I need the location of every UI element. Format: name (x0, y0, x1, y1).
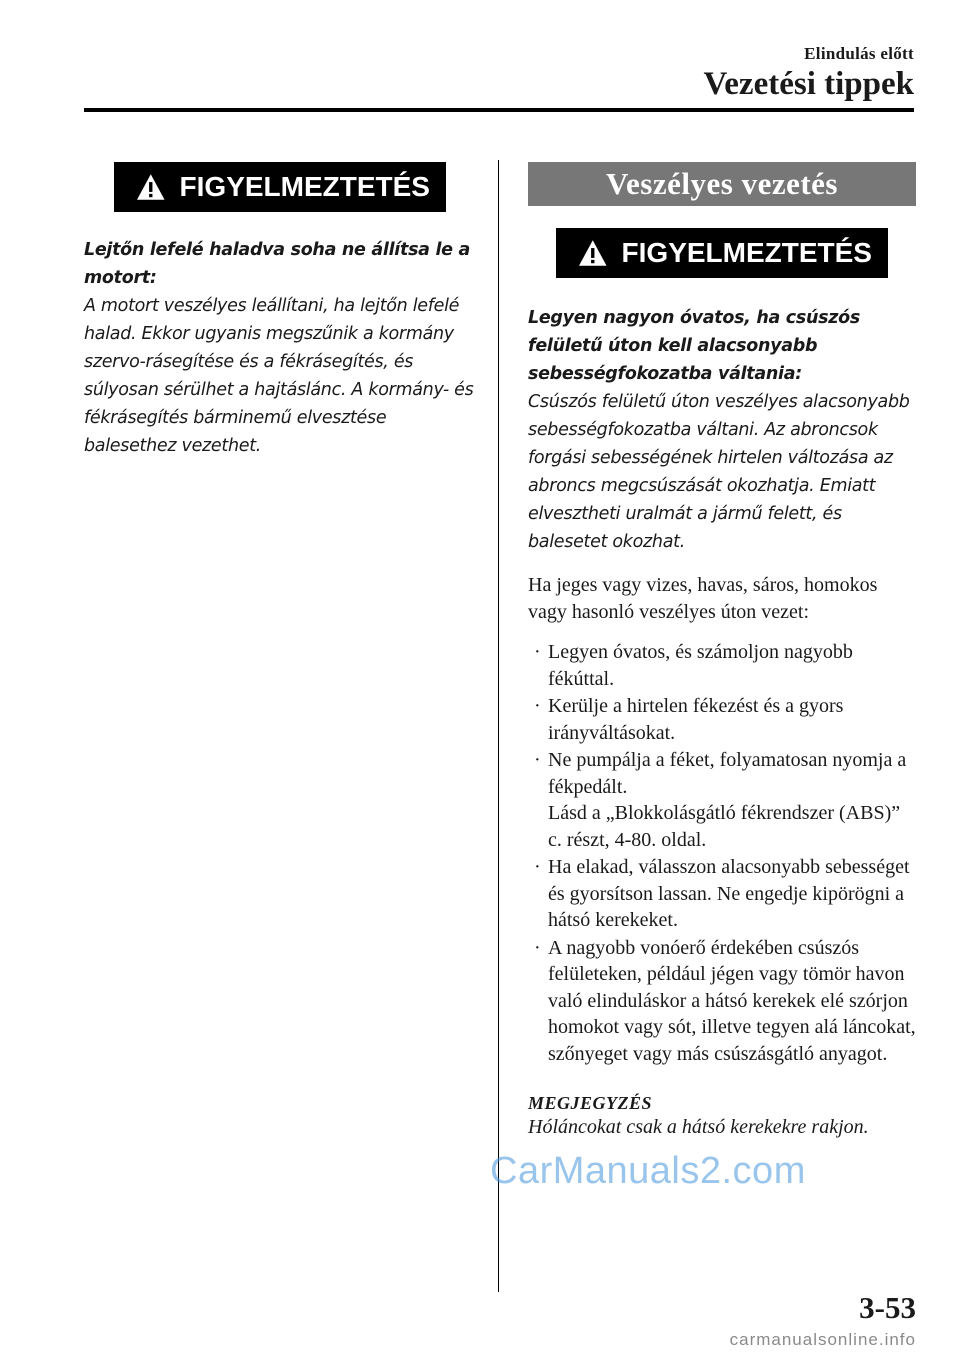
page-header (703, 44, 914, 103)
header-rule (84, 108, 914, 112)
warning-heading: Lejtőn lefelé haladva soha ne állítsa le a motort: (84, 240, 471, 288)
right-column (528, 162, 918, 1140)
warning-label: FIGYELMEZTETÉS (179, 171, 430, 202)
left-column (84, 162, 476, 460)
warning-text: Csúszós felületű úton veszélyes alacsonyabb sebességfokozatba váltani. Az abroncsok forgási sebességének hirtelen változása az abroncs megcsúszását okozhatja. Emiatt elvesztheti uralmát a jármű felett, és balesetet okozhat. (528, 392, 910, 552)
list-item: · Kerülje a hirtelen fékezést és a gyors irányváltásokat. (534, 695, 844, 744)
section-heading: Veszélyes vezetés (528, 162, 916, 206)
note-heading: MEGJEGYZÉS (528, 1093, 653, 1113)
list-item: · Ne pumpálja a féket, folyamatosan nyomja a fékpedált. Lásd a „Blokkolásgátló fékrendszer (ABS)” c. részt, 4-80. oldal. (534, 749, 907, 851)
page-number: 3-53 (859, 1290, 916, 1325)
section-name: Elindulás előtt (804, 44, 914, 63)
watermark: CarManuals2.com (490, 1150, 806, 1192)
note-text: Hóláncokat csak a hátsó kerekekre rakjon. (528, 1116, 869, 1138)
warning-label-box (556, 228, 888, 278)
warning-label-box (114, 162, 446, 212)
list-item: · Legyen óvatos, és számoljon nagyobb fékúttal. (534, 641, 853, 690)
list-item: · A nagyobb vonóerő érdekében csúszós felületeken, például jégen vagy tömör havon való elinduláskor a hátsó kerekek elé szórjon homokot vagy sót, illetve tegyen alá láncokat, szőnyeget vagy más csúszásgátló anyagot. (534, 936, 916, 1065)
footer-watermark: carmanualsonline.info (729, 1330, 916, 1349)
warning-triangle-icon (578, 238, 608, 268)
column-divider (498, 160, 499, 1292)
warning-heading: Legyen nagyon óvatos, ha csúszós felületű úton kell alacsonyabb sebességfokozatba váltania: (528, 308, 860, 384)
cross-reference: Lásd a „Blokkolásgátló fékrendszer (ABS)” c. részt, 4-80. oldal. (548, 802, 901, 851)
tips-list (528, 639, 918, 1067)
warning-label: FIGYELMEZTETÉS (621, 237, 872, 268)
warning-triangle-icon (136, 172, 166, 202)
warning-text: A motort veszélyes leállítani, ha lejtőn lefelé halad. Ekkor ugyanis megszűnik a kormány szervo-rásegítése és a fékrásegítés, és súlyosan sérülhet a hajtáslánc. A kormány- és fékrásegítés bárminemű elvesztése balesethez vezethet. (84, 296, 474, 456)
intro-paragraph: Ha jeges vagy vizes, havas, sáros, homokos vagy hasonló veszélyes úton vezet: (528, 574, 878, 623)
list-item: · Ha elakad, válasszon alacsonyabb sebességet és gyorsítson lassan. Ne engedje kipörögni a hátsó kerekeket. (534, 856, 910, 931)
page-title: Vezetési tippek (703, 66, 914, 102)
